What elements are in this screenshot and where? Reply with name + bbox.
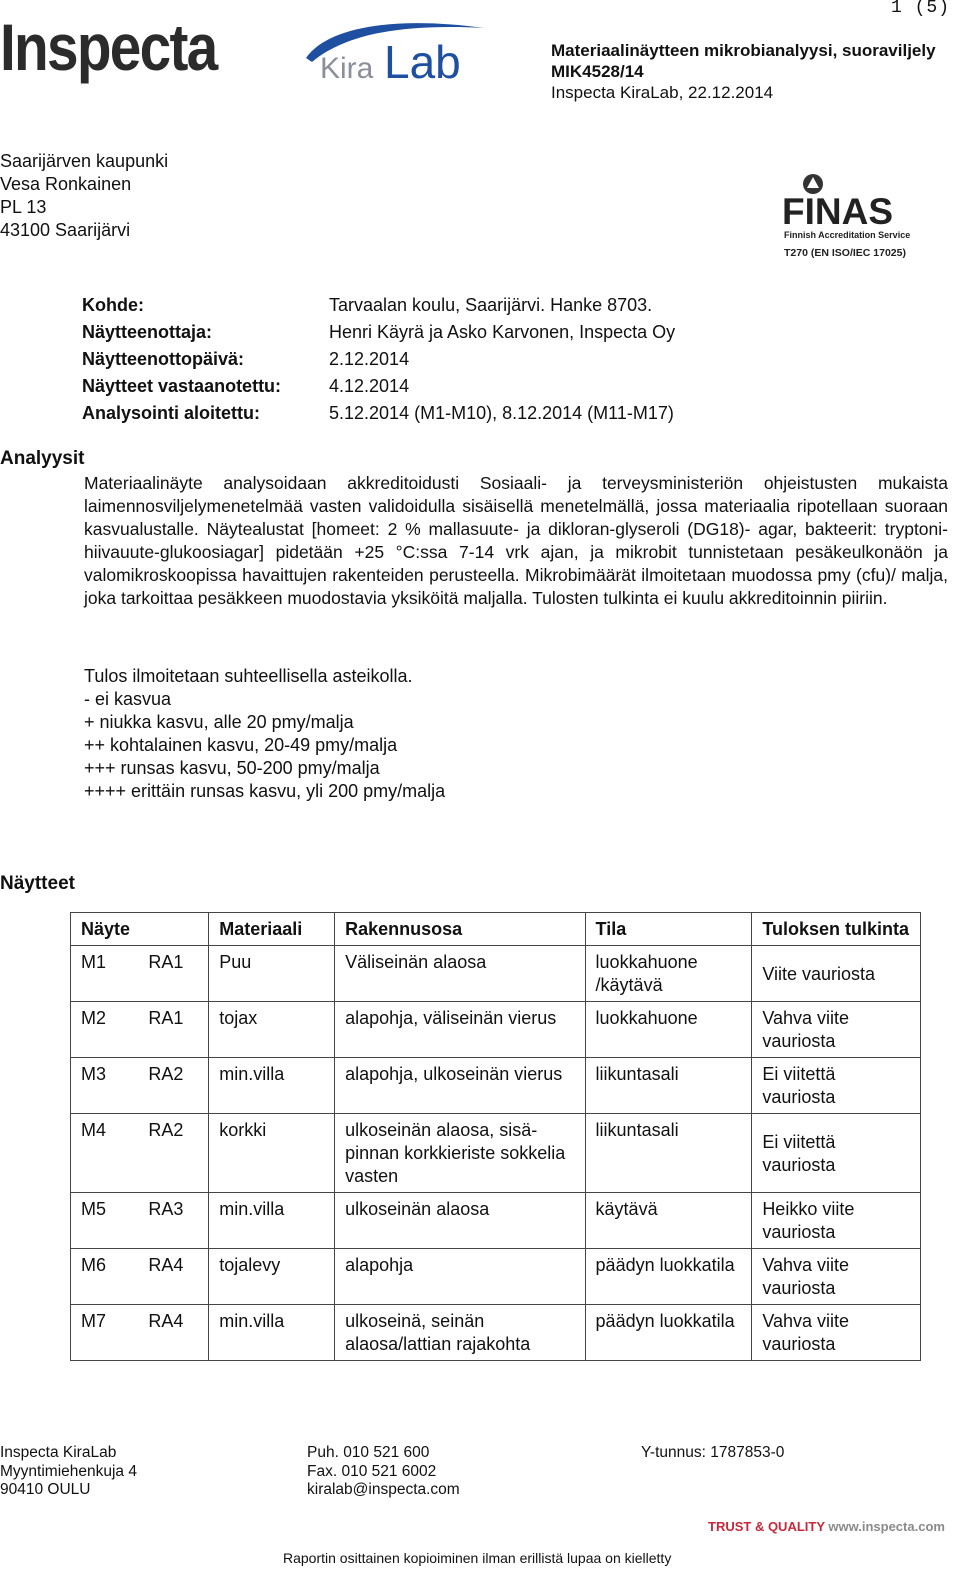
footer-line: Y-tunnus: 1787853-0 <box>641 1444 785 1461</box>
analysis-description: Materiaalinäyte analysoidaan akkreditoidusti Sosiaali- ja terveysministeriön ohjeistusten mukaista laimennosviljelymenetelmää vasten validoidulla sisäisellä menetelmällä, jossa materiaalia ripotellaan suoraan kasvualustalle. Näytealustat [homeet: 2 % mallasuute- ja dikloran-glyseroli (DG18)- agar, bakteerit: tryptoni-hiivauute-glukoosiagar] pidetään +25 °C:ssa 7-14 vrk ajan, ja mikrobit tunnistetaan pesäkeulkonäön ja valomikroskoopissa havaittujen rakenteiden perusteella. Mikrobimäärät ilmoitetaan muodossa pmy (cfu)/ malja, joka tarkoittaa pesäkkeen muodostavia yksiköitä maljalla. Tulosten tulkinta ei kuulu akkreditoinnin piiriin. <box>84 473 948 608</box>
info-value: Henri Käyrä ja Asko Karvonen, Inspecta Oy <box>329 322 676 342</box>
sample-room: päädyn luokkatila <box>585 1305 752 1361</box>
header-tuloksen-tulkinta: Tuloksen tulkinta <box>752 913 921 946</box>
sample-room: päädyn luokkatila <box>585 1249 752 1305</box>
sample-info <box>82 292 675 427</box>
info-value: Tarvaalan koulu, Saarijärvi. Hanke 8703. <box>329 295 653 315</box>
sample-room: liikuntasali <box>585 1058 752 1114</box>
sample-ra: RA3 <box>138 1193 208 1249</box>
kiralab-lab-text: Lab <box>384 36 461 84</box>
sample-part: ulkoseinä, seinän alaosa/lattian rajakohta <box>335 1305 585 1361</box>
recipient-line: PL 13 <box>0 197 47 217</box>
footer-email[interactable]: kiralab@inspecta.com <box>307 1481 460 1498</box>
sample-room: liikuntasali <box>585 1114 752 1193</box>
report-title: Materiaalinäytteen mikrobianalyysi, suoraviljely <box>551 41 936 60</box>
sample-id: M4 <box>71 1114 139 1193</box>
sample-material: tojalevy <box>209 1249 335 1305</box>
result-scale <box>84 665 445 803</box>
table-row <box>71 1249 921 1305</box>
sample-room: käytävä <box>585 1193 752 1249</box>
report-header <box>551 40 936 103</box>
footer-company <box>0 1444 137 1500</box>
sample-material: min.villa <box>209 1305 335 1361</box>
sample-id: M3 <box>71 1058 139 1114</box>
sample-id: M1 <box>71 946 139 1002</box>
info-row <box>82 346 675 373</box>
report-reference: MIK4528/14 <box>551 62 644 81</box>
sample-result: Ei viitettä vauriosta <box>752 1114 921 1193</box>
info-label: Näytteet vastaanotettu: <box>82 376 282 396</box>
sample-part: alapohja, ulkoseinän vierus <box>335 1058 585 1114</box>
info-value: 5.12.2014 (M1-M10), 8.12.2014 (M11-M17) <box>329 403 674 423</box>
recipient-line: Saarijärven kaupunki <box>0 151 169 171</box>
sample-part: alapohja <box>335 1249 585 1305</box>
info-row <box>82 292 675 319</box>
sample-result: Viite vauriosta <box>752 946 921 1002</box>
naytteet-heading: Näytteet <box>0 873 75 894</box>
table-row <box>71 1114 921 1193</box>
sample-ra: RA1 <box>138 946 208 1002</box>
scale-item: + niukka kasvu, alle 20 pmy/malja <box>84 712 354 732</box>
samples-table <box>70 912 921 1361</box>
sample-material: korkki <box>209 1114 335 1193</box>
sample-part: ulkoseinän alaosa, sisä-pinnan korkkieriste sokkelia vasten <box>335 1114 585 1193</box>
scale-item: ++++ erittäin runsas kasvu, yli 200 pmy/malja <box>84 781 446 801</box>
sample-ra: RA4 <box>138 1305 208 1361</box>
header-materiaali: Materiaali <box>209 913 335 946</box>
footer-fax: Fax. 010 521 6002 <box>307 1462 437 1480</box>
trust-quality-banner <box>708 1519 945 1534</box>
sample-id: M7 <box>71 1305 139 1361</box>
sample-room: luokkahuone /käytävä <box>585 946 752 1002</box>
finas-name-text: FINAS <box>782 191 893 232</box>
scale-item: +++ runsas kasvu, 50-200 pmy/malja <box>84 758 380 778</box>
footer-line: Inspecta KiraLab <box>0 1444 117 1461</box>
website-link[interactable]: www.inspecta.com <box>828 1519 945 1534</box>
sample-part: Väliseinän alaosa <box>335 946 585 1002</box>
scale-intro: Tulos ilmoitetaan suhteellisella asteikolla. <box>84 666 413 686</box>
sample-result: Heikko viite vauriosta <box>752 1193 921 1249</box>
page-number: 1 (5) <box>890 0 950 18</box>
footer-line: 90410 OULU <box>0 1481 91 1498</box>
header-naayte: Näyte <box>71 913 209 946</box>
info-row <box>82 373 675 400</box>
sample-ra: RA4 <box>138 1249 208 1305</box>
info-row <box>82 319 675 346</box>
table-row <box>71 1305 921 1361</box>
finas-subtitle: Finnish Accreditation Service <box>784 230 911 240</box>
recipient-line: Vesa Ronkainen <box>0 174 132 194</box>
report-issuer-date: Inspecta KiraLab, 22.12.2014 <box>551 83 774 102</box>
footer-line: Myyntimiehenkuja 4 <box>0 1462 137 1480</box>
sample-material: min.villa <box>209 1193 335 1249</box>
sample-ra: RA2 <box>138 1114 208 1193</box>
footer-business-id <box>641 1444 784 1463</box>
inspecta-logo: Inspecta <box>0 10 217 84</box>
table-row <box>71 1002 921 1058</box>
header-tila: Tila <box>585 913 752 946</box>
sample-result: Vahva viite vauriosta <box>752 1305 921 1361</box>
sample-material: tojax <box>209 1002 335 1058</box>
table-row <box>71 946 921 1002</box>
sample-material: Puu <box>209 946 335 1002</box>
sample-id: M2 <box>71 1002 139 1058</box>
sample-id: M6 <box>71 1249 139 1305</box>
finas-code: T270 (EN ISO/IEC 17025) <box>784 247 906 259</box>
finas-logo <box>782 172 922 262</box>
scale-item: - ei kasvua <box>84 689 172 709</box>
kiralab-kira-text: Kira <box>320 52 374 84</box>
sample-ra: RA1 <box>138 1002 208 1058</box>
info-label: Analysointi aloitettu: <box>82 403 261 423</box>
copy-restriction-note: Raportin osittainen kopioiminen ilman erillistä lupaa on kielletty <box>283 1550 672 1566</box>
sample-material: min.villa <box>209 1058 335 1114</box>
scale-item: ++ kohtalainen kasvu, 20-49 pmy/malja <box>84 735 398 755</box>
trust-quality-text: TRUST & QUALITY <box>708 1519 825 1534</box>
info-value: 2.12.2014 <box>329 349 410 369</box>
kiralab-logo <box>298 18 498 84</box>
sample-part: alapohja, väliseinän vierus <box>335 1002 585 1058</box>
sample-result: Vahva viite vauriosta <box>752 1249 921 1305</box>
footer-contact <box>307 1444 460 1500</box>
sample-ra: RA2 <box>138 1058 208 1114</box>
info-label: Kohde: <box>82 295 144 315</box>
info-value: 4.12.2014 <box>329 376 410 396</box>
sample-room: luokkahuone <box>585 1002 752 1058</box>
info-row <box>82 400 675 427</box>
footer-phone: Puh. 010 521 600 <box>307 1444 430 1461</box>
info-label: Näytteenottaja: <box>82 322 213 342</box>
analyysit-heading: Analyysit <box>0 448 85 469</box>
sample-result: Ei viitettä vauriosta <box>752 1058 921 1114</box>
recipient-address <box>0 150 168 242</box>
table-row <box>71 1058 921 1114</box>
header-rakennusosa: Rakennusosa <box>335 913 585 946</box>
table-row <box>71 1193 921 1249</box>
recipient-line: 43100 Saarijärvi <box>0 220 131 240</box>
table-header-row <box>71 913 921 946</box>
info-label: Näytteenottopäivä: <box>82 349 245 369</box>
sample-result: Vahva viite vauriosta <box>752 1002 921 1058</box>
sample-part: ulkoseinän alaosa <box>335 1193 585 1249</box>
sample-id: M5 <box>71 1193 139 1249</box>
